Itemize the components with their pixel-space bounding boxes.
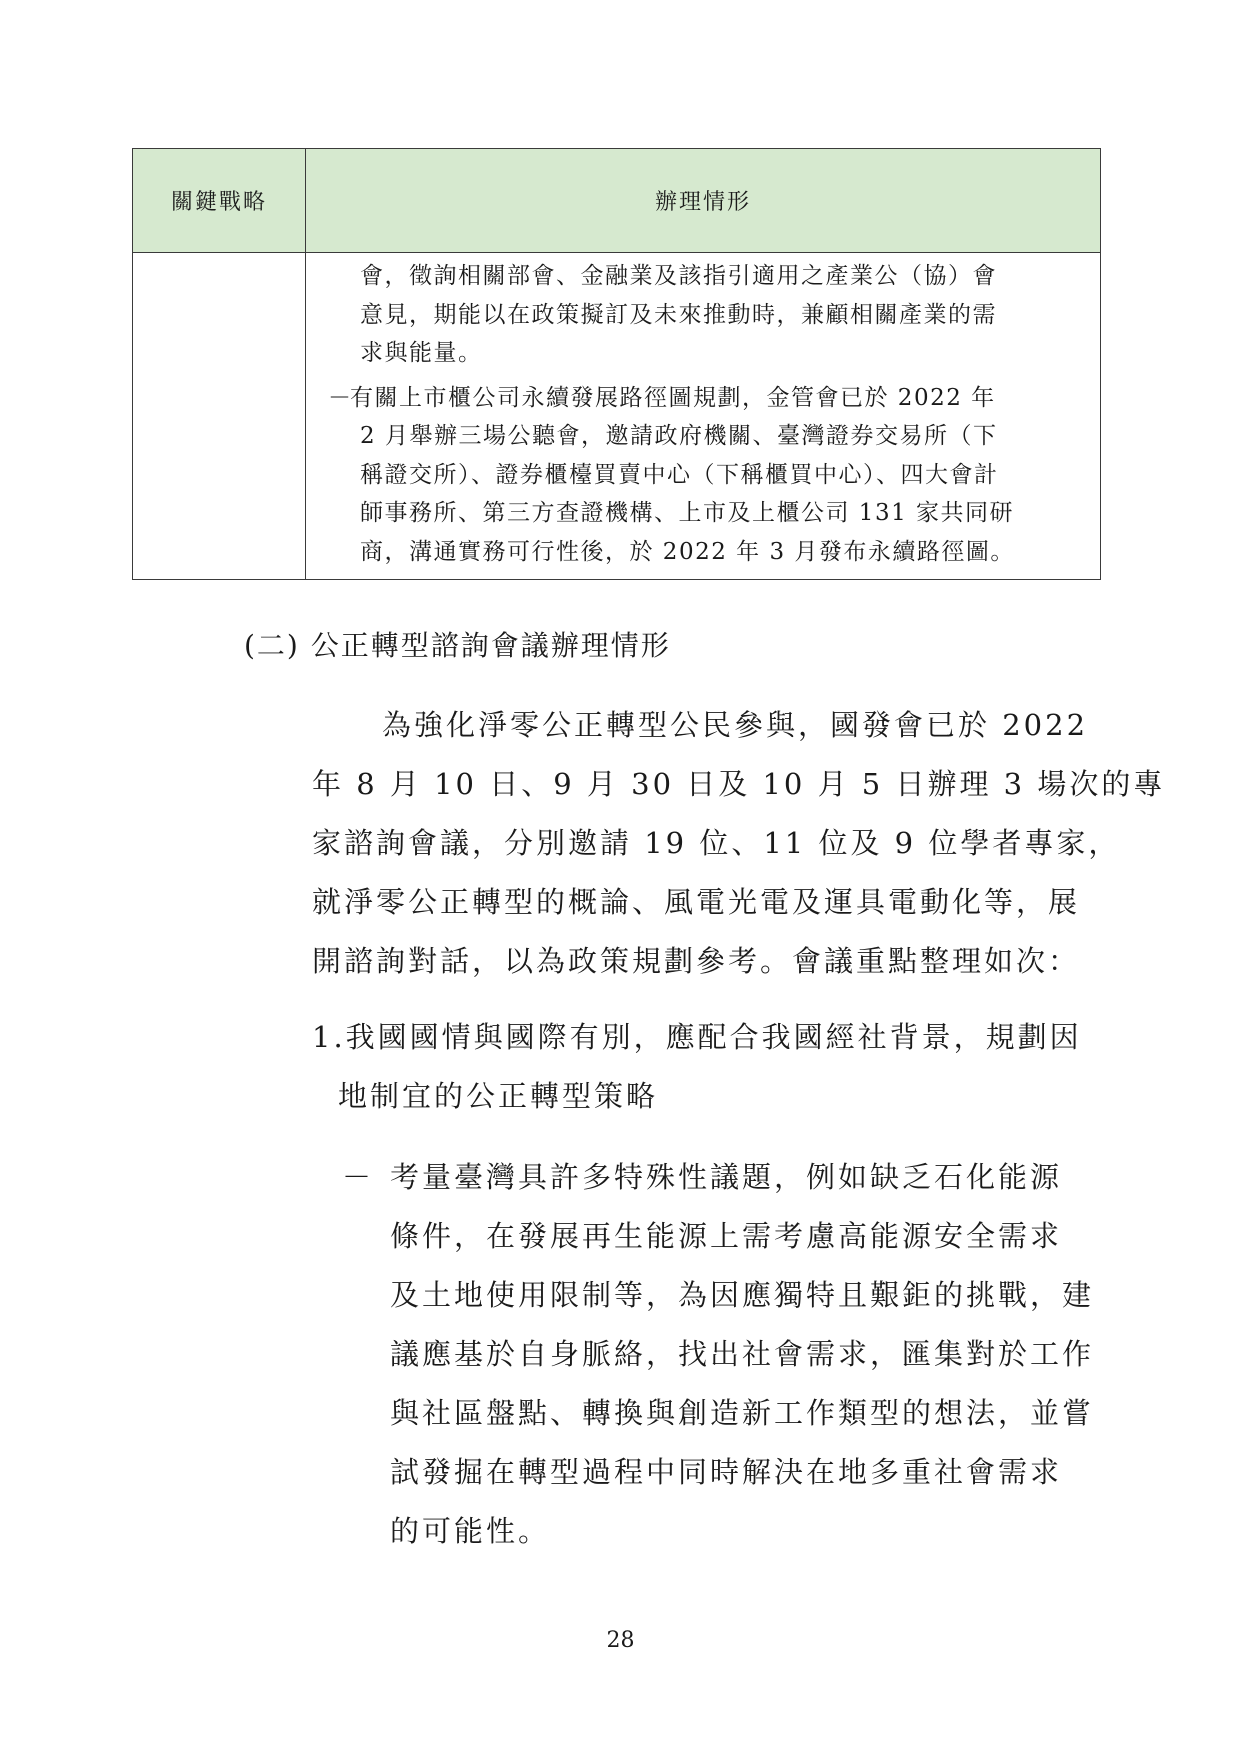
section-heading: (二) 公正轉型諮詢會議辦理情形 — [244, 629, 671, 662]
paragraph-line: 年 8 月 10 日、9 月 30 日及 10 月 5 日辦理 3 場次的專 — [312, 767, 1166, 801]
sub-point-line: 與社區盤點、轉換與創造新工作類型的想法，並嘗 — [390, 1396, 1095, 1430]
table-text-line: 2 月舉辦三場公聽會，邀請政府機關、臺灣證券交易所（下 — [360, 423, 998, 449]
table-text-line: 會，徵詢相關部會、金融業及該指引適用之產業公（協）會 — [360, 263, 997, 289]
paragraph-line: 為強化淨零公正轉型公民參與，國發會已於 2022 — [382, 708, 1089, 742]
intro-paragraph — [312, 696, 1166, 991]
paragraph-line: 就淨零公正轉型的概論、風電光電及運具電動化等，展 — [312, 885, 1081, 919]
sub-point-line: 條件，在發展再生能源上需考慮高能源安全需求 — [390, 1219, 1063, 1253]
point-1 — [312, 1008, 1092, 1126]
page-number: 28 — [606, 1628, 635, 1653]
table-header-row — [133, 149, 1101, 253]
sub-point — [312, 1148, 1095, 1561]
strategy-table — [132, 148, 1101, 580]
paragraph-line: 家諮詢會議，分別邀請 19 位、11 位及 9 位學者專家， — [312, 826, 1121, 860]
table-text-line: 有關上市櫃公司永續發展路徑圖規劃，金管會已於 2022 年 — [350, 384, 996, 411]
table-text-line: 商，溝通實務可行性後，於 2022 年 3 月發布永續路徑圖。 — [360, 538, 1015, 565]
table-text-line: 稱證交所）、證券櫃檯買賣中心（下稱櫃買中心）、四大會計 — [360, 461, 999, 488]
table-cell-strategy — [133, 253, 306, 580]
table-header-status: 辦理情形 — [306, 149, 1101, 253]
point-heading-line: 地制宜的公正轉型策略 — [338, 1079, 659, 1113]
sub-point-line: 試發掘在轉型過程中同時解決在地多重社會需求 — [390, 1455, 1063, 1489]
sub-point-line: 議應基於自身脈絡，找出社會需求，匯集對於工作 — [390, 1337, 1095, 1371]
table-text-line: 意見，期能以在政策擬訂及未來推動時，兼顧相關產業的需 — [360, 301, 997, 328]
table-cell-status — [306, 253, 1101, 580]
dash-bullet: － — [342, 1160, 375, 1194]
sub-point-line: 及土地使用限制等，為因應獨特且艱鉅的挑戰，建 — [390, 1278, 1095, 1312]
table-dash-item — [320, 379, 1088, 418]
table-row — [133, 253, 1101, 580]
table-text-line: 師事務所、第三方查證機構、上市及上櫃公司 131 家共同研 — [360, 500, 1015, 526]
paragraph-line: 開諮詢對話，以為政策規劃參考。會議重點整理如次： — [312, 944, 1081, 978]
sub-point-line: 的可能性。 — [390, 1514, 551, 1548]
dash-bullet: － — [328, 384, 353, 411]
sub-point-line — [312, 1148, 1092, 1207]
sub-point-text: 考量臺灣具許多特殊性議題，例如缺乏石化能源 — [390, 1160, 1063, 1194]
table-header-key-strategy: 關鍵戰略 — [133, 149, 306, 253]
table-text-line: 求與能量。 — [360, 340, 483, 366]
point-heading-line: 1.我國國情與國際有別，應配合我國經社背景，規劃因 — [312, 1020, 1082, 1054]
